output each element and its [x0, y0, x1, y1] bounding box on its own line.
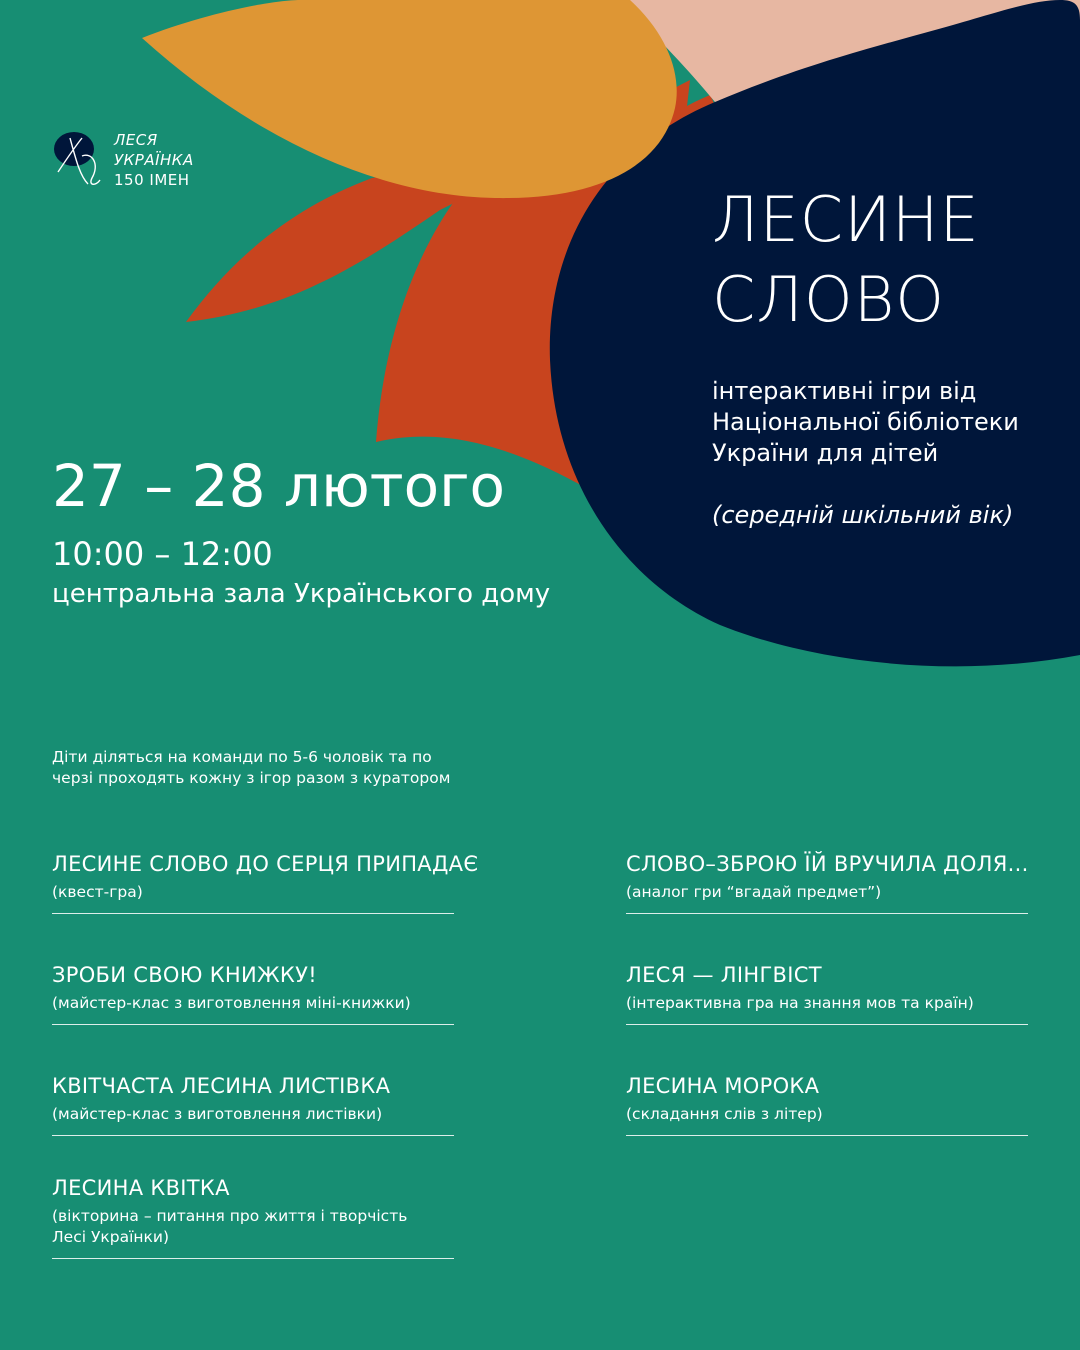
event-time: 10:00 – 12:00 — [52, 535, 273, 573]
game-description-line-2: Лесі Українки) — [52, 1228, 170, 1246]
event-venue: центральна зала Українського дому — [52, 579, 551, 609]
game-item — [626, 1072, 1028, 1136]
game-description: (квест-гра) — [52, 883, 143, 901]
game-item — [626, 961, 1028, 1025]
intro-text — [52, 747, 492, 789]
game-description: (інтерактивна гра на знання мов та країн) — [626, 994, 974, 1012]
game-item — [52, 850, 479, 914]
game-description: (складання слів з літер) — [626, 1105, 823, 1123]
logo-line-1: ЛЕСЯ — [114, 131, 158, 149]
subtitle-line-1: інтерактивні ігри від — [712, 377, 977, 405]
intro-line-2: черзі проходять кожну з ігор разом з куратором — [52, 769, 451, 787]
game-item — [52, 961, 454, 1025]
page-title — [712, 180, 1072, 340]
game-description: (майстер-клас з виготовлення листівки) — [52, 1105, 383, 1123]
monogram-icon — [52, 130, 104, 190]
subtitle-line-2: Національної бібліотеки — [712, 408, 1019, 436]
event-date: 27 – 28 лютого — [52, 452, 506, 520]
subtitle — [712, 376, 1072, 469]
game-description — [52, 1206, 454, 1258]
game-title: ЛЕСИНА КВІТКА — [52, 1176, 230, 1200]
game-title: ЗРОБИ СВОЮ КНИЖКУ! — [52, 963, 317, 987]
game-title: СЛОВО–ЗБРОЮ ЇЙ ВРУЧИЛА ДОЛЯ... — [626, 852, 1029, 876]
intro-line-1: Діти діляться на команди по 5-6 чоловік та по — [52, 748, 432, 766]
title-line-1: ЛЕСИНЕ — [712, 183, 980, 256]
game-item — [52, 1072, 454, 1136]
game-description-line-1: (вікторина – питання про життя і творчість — [52, 1207, 408, 1225]
title-line-2: СЛОВО — [712, 263, 946, 336]
game-item — [52, 1174, 454, 1259]
game-title: ЛЕСЯ — ЛІНГВІСТ — [626, 963, 822, 987]
game-title: КВІТЧАСТА ЛЕСИНА ЛИСТІВКА — [52, 1074, 391, 1098]
game-item — [626, 850, 1028, 914]
game-title: ЛЕСИНА МОРОКА — [626, 1074, 820, 1098]
game-title: ЛЕСИНЕ СЛОВО ДО СЕРЦЯ ПРИПАДАЄ — [52, 852, 479, 876]
age-group: (середній шкільний вік) — [712, 501, 1014, 529]
logo-line-2: УКРАЇНКА — [114, 151, 194, 169]
game-description: (майстер-клас з виготовлення міні-книжки) — [52, 994, 411, 1012]
game-description: (аналог гри “вгадай предмет”) — [626, 883, 882, 901]
logo-text — [114, 130, 194, 190]
logo — [52, 130, 232, 194]
subtitle-line-3: України для дітей — [712, 439, 939, 467]
logo-line-3: 150 ІМЕН — [114, 171, 190, 189]
